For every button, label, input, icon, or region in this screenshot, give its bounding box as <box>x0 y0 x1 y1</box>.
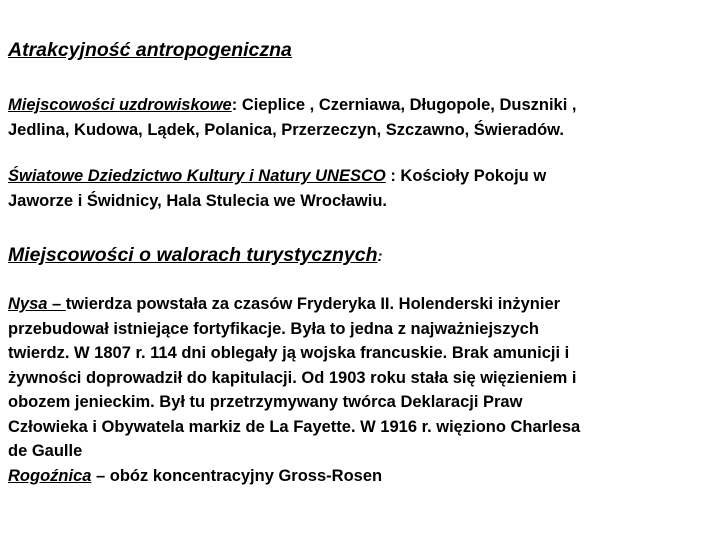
nysa-line: żywności doprowadził do kapitulacji. Od 1903 roku stała się więzieniem i <box>8 368 577 387</box>
rogoznica-line <box>8 464 712 489</box>
nysa-line: de Gaulle <box>8 442 83 460</box>
unesco-text-start: : Kościoły Pokoju w <box>385 167 547 185</box>
nysa-label: Nysa – <box>8 295 66 313</box>
nysa-line-1 <box>8 292 712 317</box>
tourist-heading-line <box>8 243 712 270</box>
rogoznica-text: – obóz koncentracyjny Gross-Rosen <box>91 466 383 485</box>
rogoznica-label: Rogoźnica <box>8 466 92 485</box>
main-heading: Atrakcyjność antropogeniczna <box>8 39 292 61</box>
spa-towns-paragraph <box>8 93 712 142</box>
unesco-line-1 <box>8 164 712 189</box>
slide-content <box>8 0 712 540</box>
spa-towns-label: Miejscowości uzdrowiskowe <box>8 96 232 114</box>
spa-towns-list-start: : Cieplice , Czerniawa, Długopole, Duszniki , <box>231 96 577 114</box>
unesco-label: Światowe Dziedzictwo Kultury i Natury UNESCO <box>8 167 386 185</box>
main-heading-block <box>8 38 712 62</box>
tourist-heading-block <box>8 243 712 270</box>
nysa-line: przebudował istniejące fortyfikacje. Była to jedna z najważniejszych <box>8 319 539 338</box>
unesco-line-2: Jaworze i Świdnicy, Hala Stulecia we Wrocławiu. <box>8 191 388 210</box>
unesco-paragraph <box>8 164 712 213</box>
nysa-line: Człowieka i Obywatela markiz de La Fayette. W 1916 r. więziono Charlesa <box>8 417 581 436</box>
nysa-paragraph <box>8 292 712 488</box>
tourist-heading-colon: : <box>377 248 383 265</box>
spa-towns-line-1 <box>8 93 712 118</box>
nysa-line: twierdz. W 1807 r. 114 dni oblegały ją wojska francuskie. Brak amunicji i <box>8 344 570 362</box>
tourist-heading: Miejscowości o walorach turystycznych <box>8 244 378 266</box>
nysa-text-start: twierdza powstała za czasów Fryderyka II. Holenderski inżynier <box>65 295 561 313</box>
spa-towns-line-2: Jedlina, Kudowa, Lądek, Polanica, Przerzeczyn, Szczawno, Świeradów. <box>8 120 564 139</box>
nysa-line: obozem jenieckim. Był tu przetrzymywany twórca Deklaracji Praw <box>8 393 523 411</box>
